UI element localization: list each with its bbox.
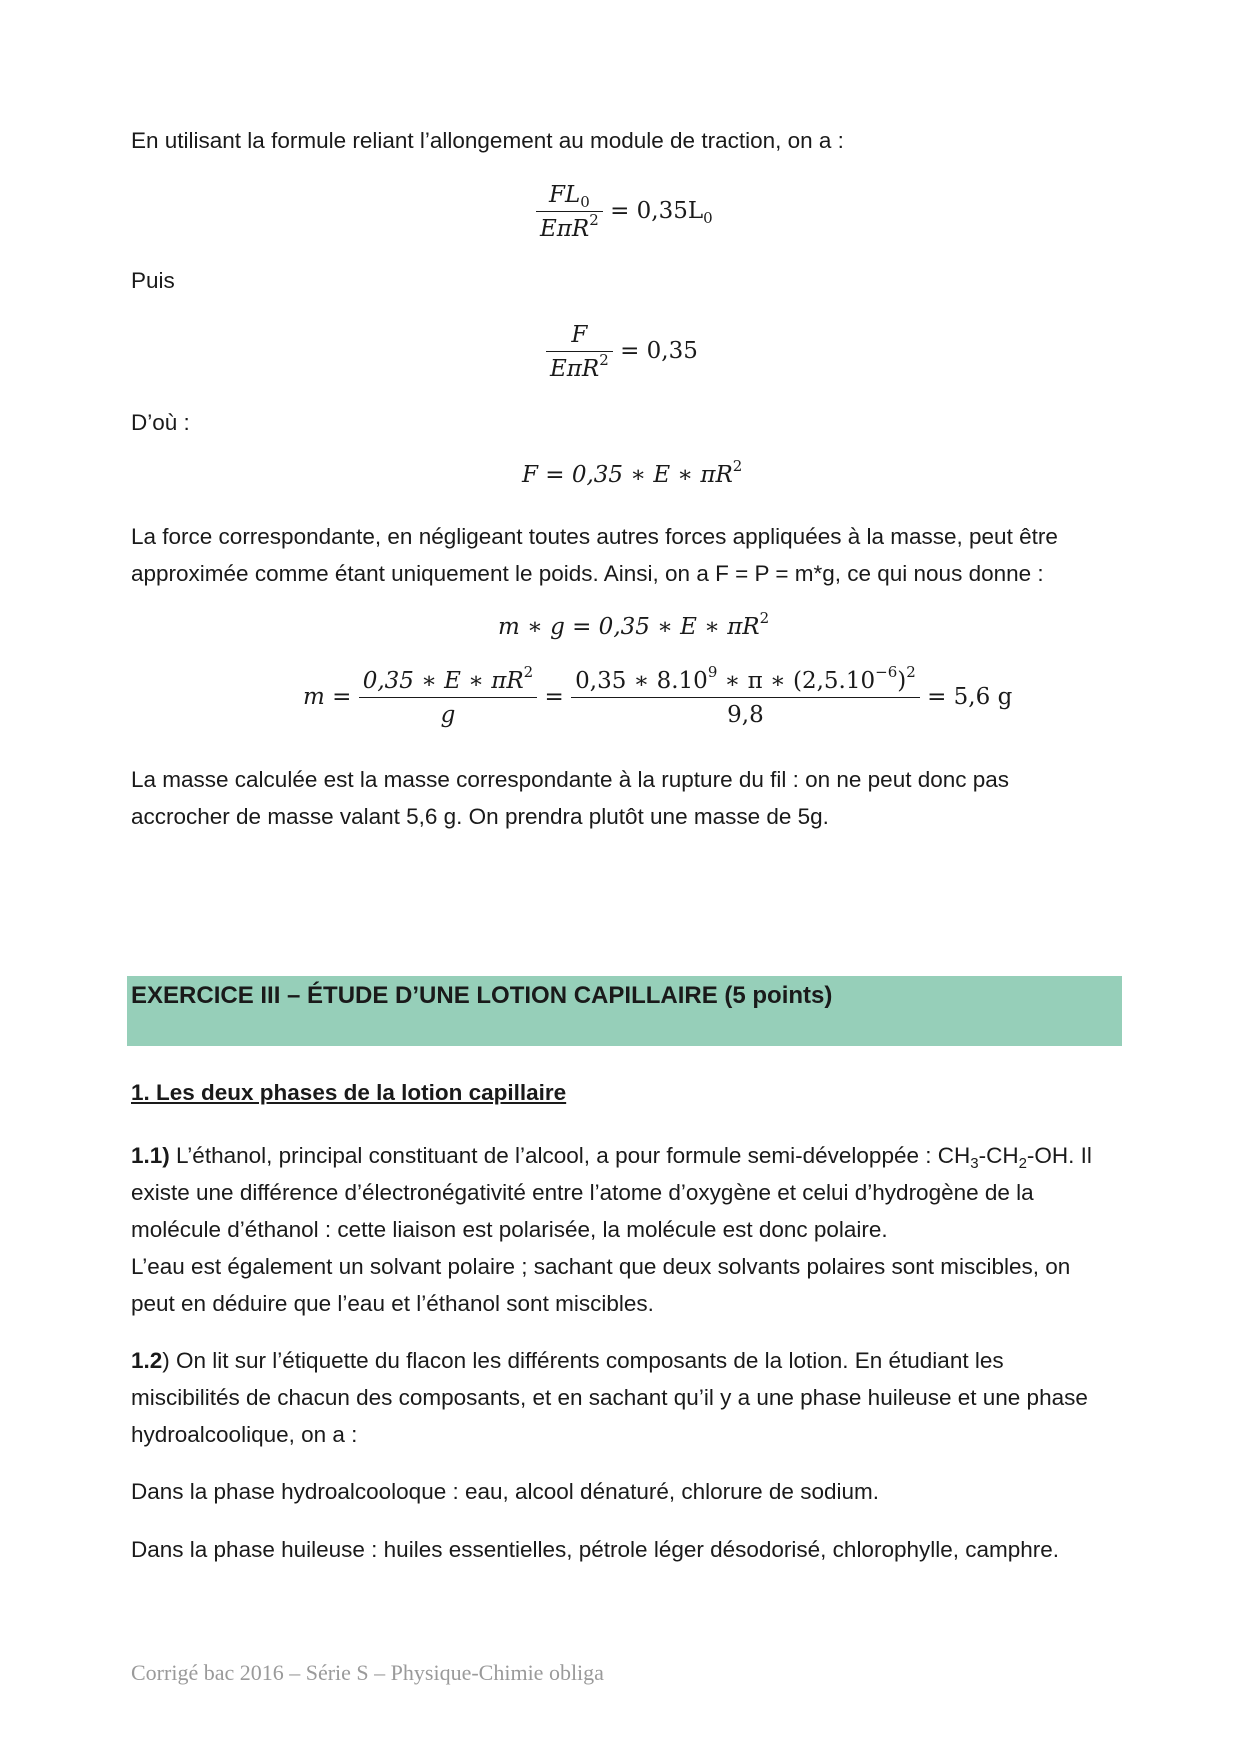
eq5-lhs: m = (303, 684, 352, 710)
eq5-rhs: = 5,6 g (927, 684, 1013, 710)
eq5-frac2-num-a: 0,35 ∗ 8.10 (575, 668, 708, 694)
eq4-body: m ∗ g = 0,35 ∗ E ∗ πR (498, 614, 760, 640)
q12-label: 1.2 (131, 1348, 163, 1373)
eq1-denominator-sup: 2 (589, 211, 599, 229)
eq5-frac2-num-sup3: 2 (906, 663, 916, 681)
eq2-numerator: F (571, 322, 588, 348)
eq3-body: F = 0,35 ∗ E ∗ πR (522, 462, 733, 488)
eq5-fraction-1 (359, 663, 538, 728)
force-paragraph-line-1: La force correspondante, en négligeant toutes autres forces appliquées à la masse, peut être (131, 524, 1058, 549)
equation-1 (536, 182, 713, 242)
q11-line-4: L’eau est également un solvant polaire ; sachant que deux solvants polaires sont miscibles, on (131, 1254, 1071, 1279)
eq2-rhs: = 0,35 (620, 338, 698, 364)
q11-sub2: 2 (1018, 1155, 1027, 1172)
q12-line1-text: ) On lit sur l’étiquette du flacon les différents composants de la lotion. En étudiant les (162, 1348, 1004, 1373)
intro-text: En utilisant la formule reliant l’allongement au module de traction, on a : (131, 128, 844, 153)
equation-2 (546, 322, 698, 382)
eq5-fraction-2 (571, 663, 920, 728)
q11-line1-b: -CH (978, 1143, 1019, 1168)
q11-line-2: existe une différence d’électronégativité entre l’atome d’oxygène et celui d’hydrogène de la (131, 1180, 1034, 1205)
eq5-frac1-numerator-sup: 2 (523, 663, 534, 681)
eq5-frac1-denominator: g (440, 702, 456, 728)
equation-4 (498, 609, 770, 640)
equation-3 (522, 457, 743, 488)
eq1-numerator-sub: 0 (580, 193, 590, 211)
page-footer: Corrigé bac 2016 – Série S – Physique-Chimie obliga (131, 1660, 604, 1685)
eq1-rhs-sub: 0 (703, 209, 713, 227)
eq1-denominator: EπR (540, 216, 590, 242)
q11-line1-c: -OH. Il (1026, 1143, 1092, 1168)
eq2-fraction (546, 322, 613, 382)
section-title: 1. Les deux phases de la lotion capillaire (131, 1080, 567, 1105)
equation-5 (303, 663, 1013, 728)
phase-hydro-text: Dans la phase hydroalcooloque : eau, alcool dénaturé, chlorure de sodium. (131, 1479, 879, 1504)
puis-text: Puis (131, 268, 175, 293)
eq1-numerator: FL (549, 182, 581, 208)
q11-line-5: peut en déduire que l’eau et l’éthanol sont miscibles. (131, 1291, 654, 1316)
q11-line1-a: L’éthanol, principal constituant de l’alcool, a pour formule semi-développée : CH (169, 1143, 971, 1168)
eq5-frac2-num-sup2: −6 (875, 663, 898, 681)
q12-line-2: miscibilités de chacun des composants, et en sachant qu’il y a une phase huileuse et une phase (131, 1385, 1088, 1410)
eq5-equals: = (544, 684, 564, 710)
dou-text: D’où : (131, 410, 190, 435)
eq3-sup: 2 (732, 457, 743, 475)
eq1-fraction (536, 182, 603, 242)
masse-paragraph-line-2: accrocher de masse valant 5,6 g. On prendra plutôt une masse de 5g. (131, 804, 829, 829)
phase-huile-text: Dans la phase huileuse : huiles essentielles, pétrole léger désodorisé, chlorophylle, camphre. (131, 1537, 1060, 1562)
masse-paragraph-line-1: La masse calculée est la masse correspondante à la rupture du fil : on ne peut donc pas (131, 767, 1010, 792)
q11-line-3: molécule d’éthanol : cette liaison est polarisée, la molécule est donc polaire. (131, 1217, 888, 1242)
q11-sub1: 3 (970, 1155, 979, 1172)
eq5-frac1-numerator: 0,35 ∗ E ∗ πR (362, 668, 524, 694)
q12-line-3: hydroalcoolique, on a : (131, 1422, 358, 1447)
eq5-frac2-num-b: ∗ π ∗ (2,5.10 (717, 668, 876, 694)
eq5-frac2-num-c: ) (897, 668, 907, 694)
eq5-frac2-denominator: 9,8 (727, 702, 764, 728)
eq1-rhs: = 0,35L (610, 198, 704, 224)
eq4-sup: 2 (759, 609, 770, 627)
q11-line-1 (131, 1137, 1121, 1174)
eq2-denominator: EπR (550, 356, 600, 382)
force-paragraph-line-2: approximée comme étant uniquement le poids. Ainsi, on a F = P = m*g, ce qui nous donne : (131, 561, 1044, 586)
q11-label: 1.1) (131, 1143, 170, 1168)
eq2-denominator-sup: 2 (599, 351, 609, 369)
exercise-heading: EXERCICE III – ÉTUDE D’UNE LOTION CAPILLAIRE (5 points) (131, 982, 833, 1009)
q12-line-1 (131, 1342, 1121, 1379)
eq5-frac2-num-sup1: 9 (707, 663, 718, 681)
